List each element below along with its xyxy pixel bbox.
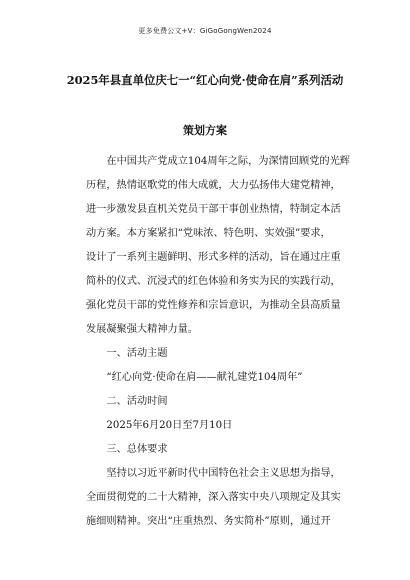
requirements-paragraph	[86, 462, 341, 534]
document-body	[86, 150, 350, 534]
requirements-line: 施细则精神。突出“庄重热烈、务实简朴”原则，通过开	[86, 516, 331, 527]
intro-line: 动方案。本方案紧扣“党味浓、特色明、实效强”要求，	[86, 228, 331, 239]
intro-line: 设计了一系列主题鲜明、形式多样的活动，旨在通过庄重	[86, 252, 341, 263]
section-heading-time: 二、活动时间	[106, 396, 168, 407]
intro-paragraph	[86, 150, 350, 342]
section-heading-requirements: 三、总体要求	[106, 444, 168, 455]
requirements-line: 全面贯彻党的二十大精神，深入落实中央八项规定及其实	[86, 492, 341, 503]
intro-line: 在中国共产党成立104周年之际，为深情回顾党的光辉	[106, 156, 350, 167]
intro-line: 发展凝聚强大精神力量。	[86, 324, 199, 335]
document-title: 2025年县直单位庆七一“红心向党·使命在肩”系列活动	[66, 73, 344, 87]
document-subtitle: 策划方案	[183, 124, 227, 137]
header-note: 更多免费公文+V：GiGoGongWen2024	[138, 27, 272, 35]
section-text-theme: “红心向党·使命在肩——献礼建党104周年”	[106, 372, 303, 383]
intro-line: 强化党员干部的党性修养和宗旨意识，为推动全县高质量	[86, 300, 341, 311]
section-text-time: 2025年6月20日至7月10日	[106, 420, 233, 431]
section-heading-theme: 一、活动主题	[106, 348, 168, 359]
intro-line: 历程，热情讴歌党的伟大成就，大力弘扬伟大建党精神，	[86, 180, 341, 191]
requirements-line: 坚持以习近平新时代中国特色社会主义思想为指导，	[106, 468, 341, 479]
intro-line: 进一步激发县直机关党员干部干事创业热情，特制定本活	[86, 204, 341, 215]
intro-line: 简朴的仪式、沉浸式的红色体验和务实为民的实践行动，	[86, 276, 341, 287]
